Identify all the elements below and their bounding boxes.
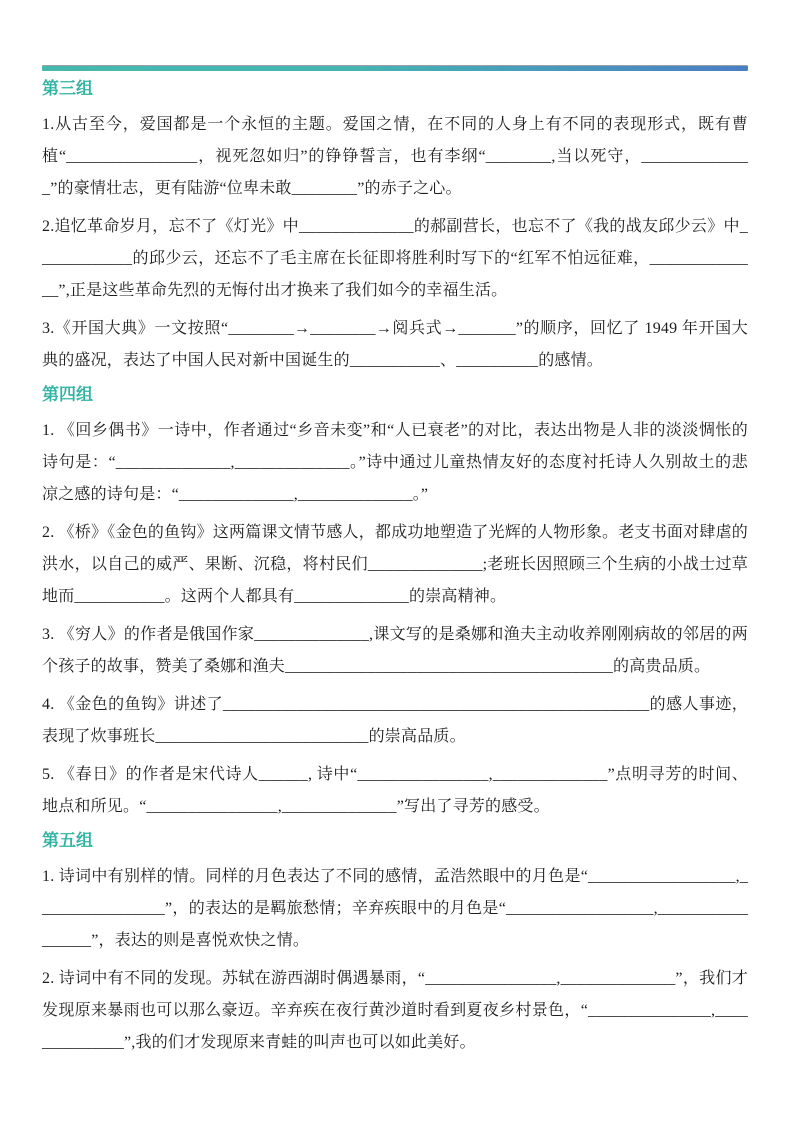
section-group-3 (42, 77, 748, 377)
question-g4-5: 5. 《春日》的作者是宋代诗人______, 诗中“________________,______________”点明寻芳的时间、地点和所见。“________________,______________”写出了寻芳的感受。 (42, 766, 748, 815)
question-g4-3: 3. 《穷人》的作者是俄国作家______________,课文写的是桑娜和渔夫主动收养刚刚病故的邻居的两个孩子的故事，赞美了桑娜和渔夫________________________________________的高贵品质。 (42, 626, 748, 675)
question-g4-1: 1. 《回乡偶书》一诗中，作者通过“乡音未变”和“人已衰老”的对比，表达出物是人非的淡淡惆怅的诗句是：“______________,______________。”诗中通过儿童热情友好的态度衬托诗人久别故土的悲凉之感的诗句是：“______________,______________。” (42, 422, 748, 503)
question-g5-2: 2. 诗词中有不同的发现。苏轼在游西湖时偶遇暴雨，“________________,______________”，我们才发现原来暴雨也可以那么豪迈。辛弃疾在夜行黄沙道时看到夏夜乡村景色，“_______________,______________”,我的们才发现原来青蛙的叫声也可以如此美好。 (42, 970, 748, 1051)
question-g5-1: 1. 诗词中有别样的情。同样的月色表达了不同的感情，孟浩然眼中的月色是“__________________,________________”，的表达的是羁旅愁情；辛弃疾眼中的月色是“__________________,_________________”，表达的则是喜悦欢快之情。 (42, 868, 748, 949)
question-g3-2: 2.追忆革命岁月，忘不了《灯光》中______________的郝副营长，也忘不了《我的战友邱少云》中____________的邱少云，还忘不了毛主席在长征即将胜利时写下的“红军不怕远征难，______________”,正是这些革命先烈的无悔付出才换来了我们如今的幸福生活。 (42, 218, 748, 299)
question-g3-3: 3.《开国大典》一文按照“________→________→阅兵式→_______”的顺序，回忆了 1949 年开国大典的盛况，表达了中国人民对新中国诞生的___________、__________的感情。 (42, 320, 748, 369)
section-title-group-3: 第三组 (42, 79, 93, 98)
question-g3-1: 1.从古至今，爱国都是一个永恒的主题。爱国之情，在不同的人身上有不同的表现形式，既有曹植“________________，视死忽如归”的铮铮誓言，也有李纲“________,当以死守，______________”的豪情壮志，更有陆游“位卑未敢________”的赤子之心。 (42, 116, 748, 197)
section-group-5 (42, 829, 748, 1059)
question-g4-4: 4. 《金色的鱼钩》讲述了____________________________________________________的感人事迹，表现了炊事班长__________________________的崇高品质。 (42, 696, 748, 745)
section-group-4 (42, 383, 748, 823)
top-divider-rule (42, 66, 748, 71)
section-title-group-4: 第四组 (42, 385, 93, 404)
worksheet-content (42, 66, 748, 1065)
section-title-group-5: 第五组 (42, 831, 93, 850)
question-g4-2: 2. 《桥》《金色的鱼钩》这两篇课文情节感人，都成功地塑造了光辉的人物形象。老支书面对肆虐的洪水，以自己的威严、果断、沉稳，将村民们______________;老班长因照顾三个生病的小战士过草地而___________。这两个人都具有______________的崇高精神。 (42, 524, 748, 605)
